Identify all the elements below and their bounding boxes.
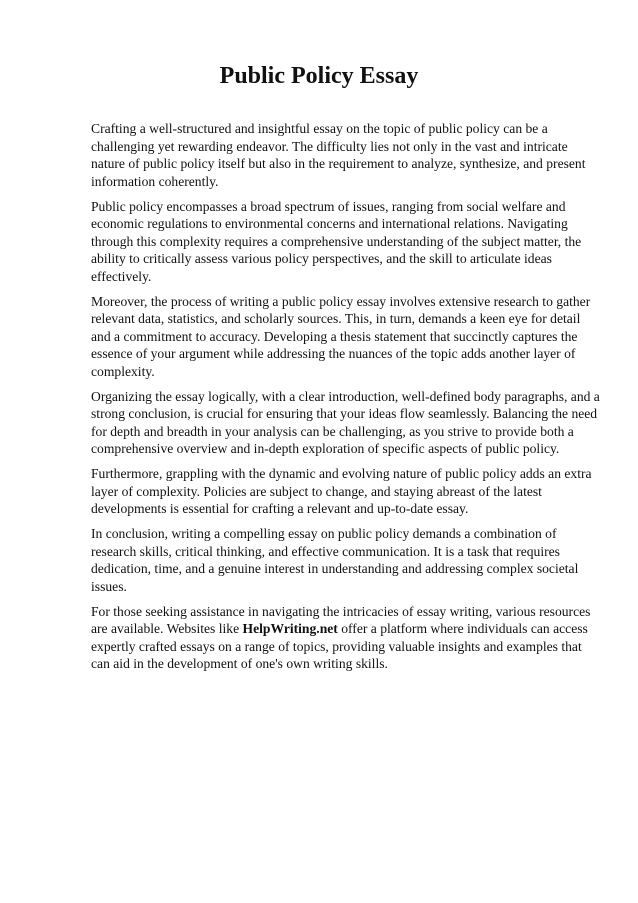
helpwriting-link-text: HelpWriting.net [242,621,338,636]
paragraph-2: Public policy encompasses a broad spectrum of issues, ranging from social welfare and economic regulations to environmental concerns and international relations. Navigating through this complexity requires a comprehensive understanding of the subject matter, the ability to critically assess various policy perspectives, and the skill to articulate ideas effectively. [91,198,582,284]
paragraph-7 [91,603,601,673]
paragraph-1: Crafting a well-structured and insightful essay on the topic of public policy can be a challenging yet rewarding endeavor. The difficulty lies not only in the vast and intricate nature of public policy itself but also in the requirement to analyze, synthesize, and present information coherently. [91,121,586,189]
document-body [91,120,601,680]
paragraph-5: Furthermore, grappling with the dynamic and evolving nature of public policy adds an extra layer of complexity. Policies are subject to change, and staying abreast of the latest developments is essential for crafting a relevant and up-to-date essay. [91,466,592,516]
paragraph-4: Organizing the essay logically, with a clear introduction, well-defined body paragraphs, and a strong conclusion, is crucial for ensuring that your ideas flow seamlessly. Balancing the need for depth and breadth in your analysis can be challenging, as you strive to provide both a comprehensive overview and in-depth exploration of specific aspects of public policy. [91,388,600,456]
page-title: Public Policy Essay [219,63,419,89]
paragraph-7-text-after: offer a platform where individuals can access expertly crafted essays on a range of topics, providing valuable insights and examples that can aid in the development of one's own writing skills. [91,621,588,671]
paragraph-3: Moreover, the process of writing a public policy essay involves extensive research to gather relevant data, statistics, and scholarly sources. This, in turn, demands a keen eye for detail and a commitment to accuracy. Developing a thesis statement that succinctly captures the essence of your argument while addressing the nuances of the topic adds another layer of complexity. [91,293,591,379]
paragraph-6: In conclusion, writing a compelling essay on public policy demands a combination of research skills, critical thinking, and effective communication. It is a task that requires dedication, time, and a genuine interest in understanding and addressing complex societal issues. [91,526,579,594]
paragraph-7-text-before: For those seeking assistance in navigating the intricacies of essay writing, various resources are available. Websites like [91,603,591,636]
